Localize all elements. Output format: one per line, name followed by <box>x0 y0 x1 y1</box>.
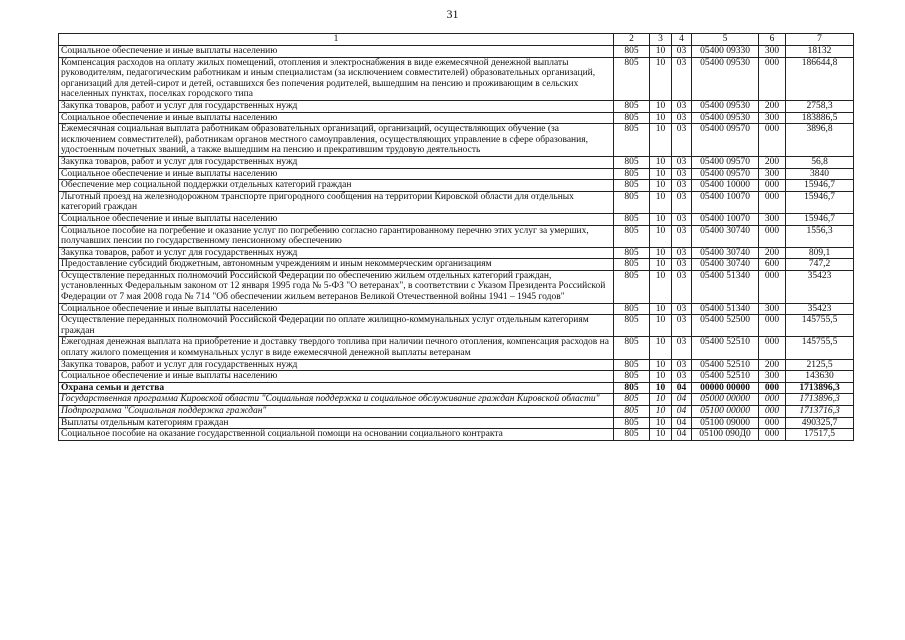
expense-type-cell: 000 <box>759 191 786 213</box>
target-article-cell: 05400 10070 <box>692 213 759 225</box>
table-row <box>59 337 854 359</box>
expense-name-cell: Обеспечение мер социальной поддержки отдельных категорий граждан <box>59 180 614 192</box>
amount-cell: 15946,7 <box>786 191 854 213</box>
expense-type-cell: 000 <box>759 429 786 441</box>
target-article-cell: 05400 09330 <box>692 46 759 58</box>
subsection-code-cell: 03 <box>672 112 692 124</box>
amount-cell: 1713716,3 <box>786 406 854 418</box>
amount-cell: 145755,5 <box>786 315 854 337</box>
table-row <box>59 382 854 394</box>
subsection-code-cell: 04 <box>672 394 692 406</box>
amount-cell: 490325,7 <box>786 417 854 429</box>
section-code-cell: 10 <box>650 315 672 337</box>
table-row <box>59 180 854 192</box>
subsection-code-cell: 03 <box>672 191 692 213</box>
table-row <box>59 124 854 157</box>
amount-cell: 35423 <box>786 303 854 315</box>
section-code-cell: 10 <box>650 337 672 359</box>
ved-code-cell: 805 <box>614 270 650 303</box>
target-article-cell: 05400 10070 <box>692 191 759 213</box>
ved-code-cell: 805 <box>614 371 650 383</box>
expense-type-cell: 300 <box>759 112 786 124</box>
ved-code-cell: 805 <box>614 359 650 371</box>
ved-code-cell: 805 <box>614 156 650 168</box>
table-row <box>59 406 854 418</box>
ved-code-cell: 805 <box>614 394 650 406</box>
target-article-cell: 00000 00000 <box>692 382 759 394</box>
target-article-cell: 05400 09570 <box>692 168 759 180</box>
ved-code-cell: 805 <box>614 225 650 247</box>
subsection-code-cell: 03 <box>672 168 692 180</box>
section-code-cell: 10 <box>650 382 672 394</box>
section-code-cell: 10 <box>650 180 672 192</box>
target-article-cell: 05400 51340 <box>692 303 759 315</box>
section-code-cell: 10 <box>650 371 672 383</box>
ved-code-cell: 805 <box>614 46 650 58</box>
expense-name-cell: Закупка товаров, работ и услуг для государственных нужд <box>59 156 614 168</box>
expense-type-cell: 200 <box>759 359 786 371</box>
target-article-cell: 05400 09570 <box>692 156 759 168</box>
target-article-cell: 05400 51340 <box>692 270 759 303</box>
ved-code-cell: 805 <box>614 191 650 213</box>
subsection-code-cell: 03 <box>672 46 692 58</box>
amount-cell: 1713896,3 <box>786 394 854 406</box>
ved-code-cell: 805 <box>614 112 650 124</box>
expense-name-cell: Социальное обеспечение и иные выплаты населению <box>59 371 614 383</box>
table-header-row <box>59 34 854 46</box>
expense-type-cell: 300 <box>759 46 786 58</box>
subsection-code-cell: 03 <box>672 315 692 337</box>
expense-name-cell: Социальное обеспечение и иные выплаты населению <box>59 112 614 124</box>
expense-type-cell: 000 <box>759 406 786 418</box>
expense-name-cell: Социальное пособие на погребение и оказание услуг по погребению согласно гарантированному перечню этих услуг за умерших, получавших пенсии по государственному пенсионному обеспечению <box>59 225 614 247</box>
expense-type-cell: 300 <box>759 371 786 383</box>
section-code-cell: 10 <box>650 168 672 180</box>
expense-name-cell: Подпрограмма "Социальная поддержка граждан" <box>59 406 614 418</box>
header-cell: 2 <box>614 34 650 46</box>
target-article-cell: 05100 090Д0 <box>692 429 759 441</box>
expense-type-cell: 000 <box>759 315 786 337</box>
table-row <box>59 156 854 168</box>
page-number: 31 <box>446 7 459 21</box>
table-row <box>59 112 854 124</box>
expense-type-cell: 000 <box>759 57 786 100</box>
expense-name-cell: Закупка товаров, работ и услуг для государственных нужд <box>59 359 614 371</box>
target-article-cell: 05400 09530 <box>692 57 759 100</box>
expense-type-cell: 000 <box>759 225 786 247</box>
expense-type-cell: 300 <box>759 303 786 315</box>
ved-code-cell: 805 <box>614 213 650 225</box>
section-code-cell: 10 <box>650 406 672 418</box>
expense-name-cell: Социальное обеспечение и иные выплаты населению <box>59 213 614 225</box>
budget-table <box>58 33 854 441</box>
subsection-code-cell: 04 <box>672 429 692 441</box>
expense-type-cell: 300 <box>759 213 786 225</box>
amount-cell: 186644,8 <box>786 57 854 100</box>
section-code-cell: 10 <box>650 270 672 303</box>
section-code-cell: 10 <box>650 191 672 213</box>
target-article-cell: 05400 09530 <box>692 100 759 112</box>
target-article-cell: 05400 10000 <box>692 180 759 192</box>
expense-type-cell: 000 <box>759 180 786 192</box>
amount-cell: 809,1 <box>786 247 854 259</box>
section-code-cell: 10 <box>650 225 672 247</box>
table-row <box>59 46 854 58</box>
table-row <box>59 259 854 271</box>
expense-name-cell: Ежемесячная социальная выплата работникам образовательных организаций, организаций, осуществляющих обучение (за исключением совместителей), работникам органов местного самоуправления, осуществляющих управление в сфере образования, удостоенным почетных званий, а также вышедшим на пенсию и прекратившим трудовую деятельность <box>59 124 614 157</box>
expense-name-cell: Социальное обеспечение и иные выплаты населению <box>59 303 614 315</box>
table-row <box>59 303 854 315</box>
section-code-cell: 10 <box>650 156 672 168</box>
section-code-cell: 10 <box>650 259 672 271</box>
table-row <box>59 100 854 112</box>
subsection-code-cell: 04 <box>672 382 692 394</box>
subsection-code-cell: 03 <box>672 303 692 315</box>
expense-type-cell: 600 <box>759 259 786 271</box>
table-row <box>59 225 854 247</box>
expense-name-cell: Льготный проезд на железнодорожном транспорте пригородного сообщения на территории Кировской области для отдельных категорий граждан <box>59 191 614 213</box>
subsection-code-cell: 03 <box>672 124 692 157</box>
section-code-cell: 10 <box>650 417 672 429</box>
target-article-cell: 05000 00000 <box>692 394 759 406</box>
expense-type-cell: 000 <box>759 124 786 157</box>
table-row <box>59 429 854 441</box>
header-cell: 3 <box>650 34 672 46</box>
section-code-cell: 10 <box>650 394 672 406</box>
target-article-cell: 05400 30740 <box>692 247 759 259</box>
amount-cell: 2125,5 <box>786 359 854 371</box>
ved-code-cell: 805 <box>614 124 650 157</box>
section-code-cell: 10 <box>650 303 672 315</box>
expense-name-cell: Охрана семьи и детства <box>59 382 614 394</box>
amount-cell: 3896,8 <box>786 124 854 157</box>
target-article-cell: 05400 09530 <box>692 112 759 124</box>
subsection-code-cell: 03 <box>672 270 692 303</box>
table-row <box>59 57 854 100</box>
amount-cell: 56,8 <box>786 156 854 168</box>
amount-cell: 15946,7 <box>786 213 854 225</box>
expense-type-cell: 200 <box>759 247 786 259</box>
expense-type-cell: 000 <box>759 270 786 303</box>
header-cell: 1 <box>59 34 614 46</box>
subsection-code-cell: 03 <box>672 213 692 225</box>
table-row <box>59 359 854 371</box>
section-code-cell: 10 <box>650 429 672 441</box>
table-row <box>59 371 854 383</box>
subsection-code-cell: 03 <box>672 156 692 168</box>
amount-cell: 15946,7 <box>786 180 854 192</box>
section-code-cell: 10 <box>650 112 672 124</box>
target-article-cell: 05400 09570 <box>692 124 759 157</box>
section-code-cell: 10 <box>650 359 672 371</box>
ved-code-cell: 805 <box>614 406 650 418</box>
target-article-cell: 05400 52510 <box>692 359 759 371</box>
expense-type-cell: 300 <box>759 168 786 180</box>
header-cell: 5 <box>692 34 759 46</box>
amount-cell: 18132 <box>786 46 854 58</box>
ved-code-cell: 805 <box>614 168 650 180</box>
expense-name-cell: Социальное обеспечение и иные выплаты населению <box>59 46 614 58</box>
expense-type-cell: 000 <box>759 337 786 359</box>
subsection-code-cell: 03 <box>672 57 692 100</box>
header-cell: 4 <box>672 34 692 46</box>
expense-name-cell: Социальное обеспечение и иные выплаты населению <box>59 168 614 180</box>
expense-name-cell: Закупка товаров, работ и услуг для государственных нужд <box>59 247 614 259</box>
expense-name-cell: Предоставление субсидий бюджетным, автономным учреждениям и иным некоммерческим организациям <box>59 259 614 271</box>
table-row <box>59 191 854 213</box>
expense-type-cell: 000 <box>759 394 786 406</box>
amount-cell: 1713896,3 <box>786 382 854 394</box>
expense-type-cell: 000 <box>759 382 786 394</box>
expense-name-cell: Социальное пособие на оказание государственной социальной помощи на основании социального контракта <box>59 429 614 441</box>
table-row <box>59 315 854 337</box>
subsection-code-cell: 03 <box>672 337 692 359</box>
subsection-code-cell: 04 <box>672 406 692 418</box>
amount-cell: 1556,3 <box>786 225 854 247</box>
ved-code-cell: 805 <box>614 337 650 359</box>
table-row <box>59 270 854 303</box>
expense-name-cell: Ежегодная денежная выплата на приобретение и доставку твердого топлива при наличии печного отопления, компенсация расходов на оплату жилого помещения и коммунальных услуг в виде ежемесячной денежной выплаты ветеранам <box>59 337 614 359</box>
header-cell: 7 <box>786 34 854 46</box>
subsection-code-cell: 04 <box>672 417 692 429</box>
section-code-cell: 10 <box>650 46 672 58</box>
target-article-cell: 05400 52510 <box>692 371 759 383</box>
section-code-cell: 10 <box>650 124 672 157</box>
subsection-code-cell: 03 <box>672 180 692 192</box>
expense-type-cell: 200 <box>759 100 786 112</box>
ved-code-cell: 805 <box>614 429 650 441</box>
target-article-cell: 05400 30740 <box>692 259 759 271</box>
subsection-code-cell: 03 <box>672 225 692 247</box>
table-row <box>59 417 854 429</box>
ved-code-cell: 805 <box>614 315 650 337</box>
ved-code-cell: 805 <box>614 417 650 429</box>
expense-type-cell: 200 <box>759 156 786 168</box>
ved-code-cell: 805 <box>614 100 650 112</box>
ved-code-cell: 805 <box>614 259 650 271</box>
ved-code-cell: 805 <box>614 247 650 259</box>
section-code-cell: 10 <box>650 57 672 100</box>
subsection-code-cell: 03 <box>672 100 692 112</box>
expense-name-cell: Осуществление переданных полномочий Российской Федерации по оплате жилищно-коммунальных услуг отдельным категориям граждан <box>59 315 614 337</box>
target-article-cell: 05400 30740 <box>692 225 759 247</box>
target-article-cell: 05400 52510 <box>692 337 759 359</box>
amount-cell: 183886,5 <box>786 112 854 124</box>
header-cell: 6 <box>759 34 786 46</box>
amount-cell: 3840 <box>786 168 854 180</box>
table-row <box>59 247 854 259</box>
ved-code-cell: 805 <box>614 57 650 100</box>
expense-name-cell: Выплаты отдельным категориям граждан <box>59 417 614 429</box>
target-article-cell: 05400 52500 <box>692 315 759 337</box>
ved-code-cell: 805 <box>614 180 650 192</box>
ved-code-cell: 805 <box>614 382 650 394</box>
table-row <box>59 168 854 180</box>
expense-name-cell: Закупка товаров, работ и услуг для государственных нужд <box>59 100 614 112</box>
subsection-code-cell: 03 <box>672 247 692 259</box>
target-article-cell: 05100 09000 <box>692 417 759 429</box>
amount-cell: 143630 <box>786 371 854 383</box>
subsection-code-cell: 03 <box>672 259 692 271</box>
table-row <box>59 394 854 406</box>
expense-type-cell: 000 <box>759 417 786 429</box>
subsection-code-cell: 03 <box>672 359 692 371</box>
expense-name-cell: Осуществление переданных полномочий Российской Федерации по обеспечению жильем отдельных категорий граждан, установленных Федеральным законом от 12 января 1995 года № 5-ФЗ "О ветеранах", в соответствии с Указом Президента Российской Федерации от 7 мая 2008 года № 714 "Об обеспечении жильем ветеранов Великой Отечественной войны 1941 – 1945 годов" <box>59 270 614 303</box>
target-article-cell: 05100 00000 <box>692 406 759 418</box>
amount-cell: 747,2 <box>786 259 854 271</box>
section-code-cell: 10 <box>650 100 672 112</box>
expense-name-cell: Компенсация расходов на оплату жилых помещений, отопления и электроснабжения в виде ежемесячной денежной выплаты руководителям, педагогическим работникам и иным специалистам (за исключением совместителей) образовательных организаций, организаций для детей-сирот и детей, оставшихся без попечения родителей, вышедшим на пенсию и проживающим в сельских населенных пунктах, поселках городского типа <box>59 57 614 100</box>
table-row <box>59 213 854 225</box>
section-code-cell: 10 <box>650 213 672 225</box>
section-code-cell: 10 <box>650 247 672 259</box>
subsection-code-cell: 03 <box>672 371 692 383</box>
amount-cell: 17517,5 <box>786 429 854 441</box>
amount-cell: 35423 <box>786 270 854 303</box>
amount-cell: 145755,5 <box>786 337 854 359</box>
amount-cell: 2758,3 <box>786 100 854 112</box>
ved-code-cell: 805 <box>614 303 650 315</box>
expense-name-cell: Государственная программа Кировской области "Социальная поддержка и социальное обслуживание граждан Кировской области" <box>59 394 614 406</box>
